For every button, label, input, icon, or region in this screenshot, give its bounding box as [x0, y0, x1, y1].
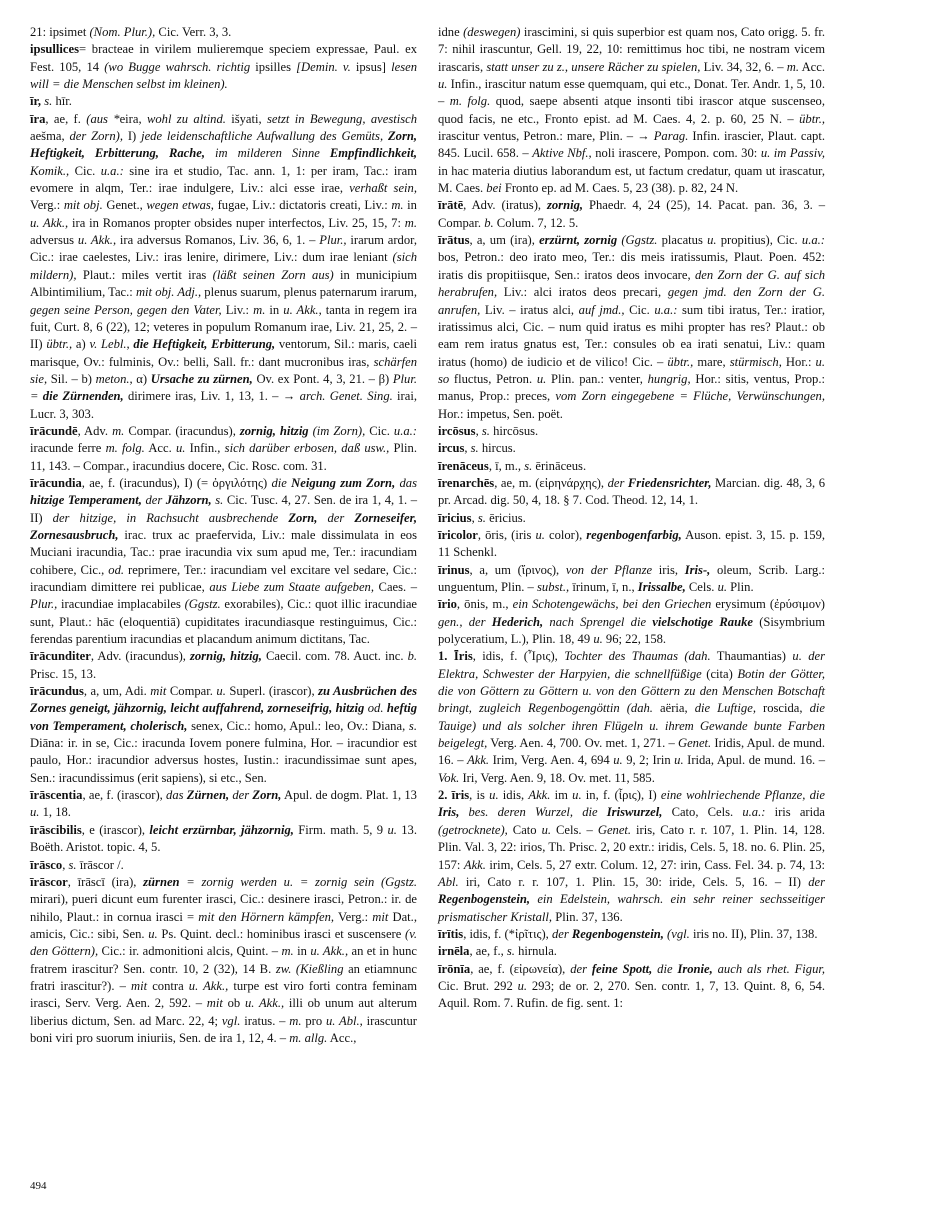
- dictionary-entry: ircus, s. hircus.: [438, 441, 516, 456]
- dictionary-entry: īr, s. hīr.: [30, 94, 72, 109]
- dictionary-entry: īrācundus, a, um, Adi. mit Compar. u. Superl. (irascor), zu Ausbrüchen des Zornes geneigt, jähzornig, leicht auffahrend, zorneseifrig, hitzig od. heftig von Temperament, cholerisch, senex, Cic.: homo, Apul.: leo, Ov.: Diana, s. Diāna: ir. in se, Cic.: iracunda Iovem ponere fulmina, Hor. – iracundior est paulo, Hor.: iracundior adversus hostes, Iustin.: iracundissimae sunt apes, Sen.: iracundissimus (erit sapiens), si etc., Sen.: [30, 684, 418, 785]
- dictionary-entry: īrāsco, s. īrāscor /.: [30, 857, 124, 872]
- dictionary-entry: īricius, s. ēricius.: [438, 510, 526, 525]
- dictionary-entry: īrenāceus, ī, m., s. ērināceus.: [438, 458, 587, 473]
- dictionary-entry: īrenarchēs, ae, m. (εἰρηνάρχης), der Friedensrichter, Marcian. dig. 48, 3, 6 pr. Arcad. dig. 50, 4, 18. § 7. Cod. Theod. 12, 14, 1.: [438, 475, 826, 508]
- right-column: [438, 24, 825, 1013]
- dictionary-entry: īrāscor, īrāscī (ira), zürnen = zornig werden u. = zornig sein (Ggstz. mirari), pueri dicunt eum furenter irasci, Cic.: desinere irasci, Petron.: ir. de nihilo, Plaut.: in cornua irasci = mit den Hörnern kämpfen, Verg.: mit Dat., amicis, Cic.: sibi, Sen. u. Ps. Quint. decl.: hominibus irasci et suscensere (v. den Göttern), Cic.: ir. admonitioni alcis, Quint. – m. in u. Akk., an et in hunc fratrem irascitur? Sen. contr. 10, 2 (32), 14 B. zw. (Kießling an etiamnunc fratri irascitur?). – mit contra u. Akk., turpe est viro forti contra feminam irasci, Serv. Verg. Aen. 2, 592. – mit ob u. Akk., illi ob unum aut alterum liberius dictum, Sen. ad Marc. 22, 4; vgl. iratus. – m. pro u. Abl., irascuntur boni viri pro suorum iniuriis, Sen. de ira 1, 12, 4. – m. allg. Acc.,: [30, 874, 418, 1045]
- left-column: [30, 24, 417, 1047]
- dictionary-entry: īrinus, a, um (ἴρινος), von der Pflanze iris, Iris-, oleum, Scrib. Larg.: unguentum, Plin. – subst., īrinum, ī, n., Irissalbe, Cels. u. Plin.: [438, 562, 825, 594]
- dictionary-entry: īricolor, ōris, (iris u. color), regenbogenfarbig, Auson. epist. 3, 15. p. 159, 11 Schenkl.: [438, 527, 826, 560]
- dictionary-entry: īrātus, a, um (ira), erzürnt, zornig (Ggstz. placatus u. propitius), Cic. u.a.: bos, Petron.: deo irato meo, Ter.: dis meis iratissumis, Plaut. Poen. 452: iratis dis propitiisque, Sen.: iratos deos invocare, den Zorn der G. auf sich herabrufen, Liv.: alci iratos deos precari, gegen jmd. den Zorn der G. anrufen, Liv. – iratus alci, auf jmd., Cic. u.a.: sum tibi iratus, Ter.: iratior, iratissimus alci, Cic. – num quid iratus es mihi propter has res? Plaut.: ob eam rem iratus gnatus est, Ter.: consules ob ea irati senatui, Liv.: quam iratus (homo) de iudicio et de vilico! Cic. – übtr., mare, stürmisch, Hor.: u. so fluctus, Petron. u. Plin. pan.: venter, hungrig, Hor.: sitis, ventus, Prop.: manus, Prop.: preces, vom Zorn eingegebene = Flüche, Verwünschungen, Hor.: impetus, Sen. poët.: [438, 233, 825, 421]
- dictionary-entry: 1. Īris, idis, f. (Ἶρις), Tochter des Thaumas (dah. Thaumantias) u. der Elektra, Schwester der Harpyien, die schnellfüßige (cita) Botin der Götter, die von Göttern zu Göttern u. von den Göttern zu den Menschen Botschaft bringt, zugleich Regenbogengöttin (dah. aëria, die Luftige, roscida, die Tauige) und als solcher ihren Flügeln u. ihrem Gewande bunte Farben beigelegt, Verg. Aen. 4, 700. Ov. met. 1, 271. – Genet. Iridis, Apul. de mund. 16. – Akk. Irim, Verg. Aen. 4, 694 u. 9, 2; Irin u. Irida, Apul. de mund. 16. – Vok. Iri, Verg. Aen. 9, 18. Ov. met. 11, 585.: [438, 649, 826, 785]
- dictionary-entry: īrāscibilis, e (irascor), leicht erzürnbar, jähzornig, Firm. math. 5, 9 u. 13. Boëth. Aristot. topic. 4, 5.: [30, 822, 417, 855]
- dictionary-entry: īrācundia, ae, f. (iracundus), I) (= ὀργιλότης) die Neigung zum Zorn, das hitzige Temperament, der Jähzorn, s. Cic. Tusc. 4, 27. Sen. de ira 1, 4, 1. – II) der hitzige, in Rachsucht ausbrechende Zorn, der Zorneseifer, Zornesausbruch, irac. trux ac praefervida, Liv.: male dissimulata in eos Muciani iracundia, Tac.: prae iracundia vix sum apud me, Ter.: iracundiam cohibere, Cic., od. reprimere, Ter.: iracundiam vel excitare vel sedare, Cic.: iracundiam dimittere rei publicae, aus Liebe zum Staate aufgeben, Caes. – Plur., iracundiae implacabiles (Ggstz. exorabiles), Cic.: quot illic iracundiae sunt, Plaut.: hāc (eloquentiā) cupiditates iracundiasque restinguimus, Cic.: ferendas parentium iracundias et placandum animum dictitans, Tac.: [30, 475, 418, 647]
- dictionary-entry: īrācundē, Adv. m. Compar. (iracundus), zornig, hitzig (im Zorn), Cic. u.a.: iracunde ferre m. folg. Acc. u. Infin., sich darüber erbosen, daß usw., Plin. 11, 143. – Compar., iracundius docere, Cic. Rosc. com. 31.: [30, 423, 417, 473]
- dictionary-entry: īrōnīa, ae, f. (εἰρωνεία), der feine Spott, die Ironie, auch als rhet. Figur, Cic. Brut. 292 u. 293; de or. 2, 270. Sen. contr. 1, 7, 13. Quint. 8, 6, 54. Aquil. Rom. 7. Rufin. de fig. sent. 1:: [438, 961, 826, 1011]
- dictionary-entry: īrācunditer, Adv. (iracundus), zornig, hitzig, Caecil. com. 78. Auct. inc. b. Prisc. 15, 13.: [30, 649, 418, 681]
- dictionary-entry: 21: ipsimet (Nom. Plur.), Cic. Verr. 3, 3.: [30, 25, 232, 39]
- dictionary-entry: 2. īris, is u. idis, Akk. im u. in, f. (ἶρις), I) eine wohlriechende Pflanze, die Iris, bes. deren Wurzel, die Iriswurzel, Cato, Cels. u.a.: iris arida (getrocknete), Cato u. Cels. – Genet. iris, Cato r. r. 107, 1. Plin. 14, 128. Plin. Val. 3, 22: irios, Th. Prisc. 2, 20 extr.: iridis, Cels. 5, 18. no. 6. Plin. 25, 157: Akk. irim, Cels. 5, 27 extr. Colum. 12, 27: irin, Cass. Fel. 34. p. 74, 13: Abl. iri, Cato r. r. 107, 1. Plin. 15, 30: iride, Cels. 5, 16. – II) der Regenbogenstein, ein Edelstein, wahrsch. ein sehr reiner sechsseitiger prismatischer Kristall, Plin. 37, 136.: [438, 788, 825, 924]
- dictionary-entry: ipsullices= bracteae in virilem mulieremque speciem expressae, Paul. ex Fest. 105, 14 (wo Bugge wahrsch. richtig ipsilles [Demin. v. ipsus] lesen will = die Menschen selbst im kleinen).: [30, 42, 417, 92]
- dictionary-entry: īra, ae, f. (aus *eira, wohl zu altind. išyati, setzt in Bewegung, avestisch aešma, der Zorn), I) jede leidenschaftliche Aufwallung des Gemüts, Zorn, Heftigkeit, Erbitterung, Rache, im milderen Sinne Empfindlichkeit, Komik., Cic. u.a.: sine ira et studio, Tac. ann. 1, 1: per iram, Tac.: iram evomere in alqm, Ter.: irae indulgere, Liv.: alci esse irae, verhaßt sein, Verg.: mit obj. Genet., wegen etwas, fugae, Liv.: dictatoris creati, Liv.: m. in u. Akk., ira in Romanos propter obsides nuper interfectos, Liv. 25, 15, 7: m. adversus u. Akk., ira adversus Romanos, Liv. 36, 6, 1. – Plur., irarum ardor, Cic.: irae caelestes, Liv.: iras lenire, dirimere, Liv.: dum irae leniant (sich mildern), Plaut.: miles vertit iras (läßt seinen Zorn aus) in municipium Albintimilium, Tac.: mit obj. Adj., plenus suarum, plenus paternarum irarum, gegen seine Person, gegen den Vater, Liv.: m. in u. Akk., tanta in regem ira fuit, Curt. 8, 6 (22), 12; veteres in populum Romanum irae, Liv. 21, 25, 2. – II) übtr., a) v. Lebl., die Heftigkeit, Erbitterung, ventorum, Sil.: maris, caeli marisque, Ov.: fulminis, Ov.: belli, Sall. fr.: dant mucronibus iras, schärfen sie, Sil. – b) meton., α) Ursache zu zürnen, Ov. ex Pont. 4, 3, 21. – β) Plur. = die Zürnenden, dirimere iras, Liv. 1, 13, 1. – → arch. Genet. Sing. irai, Lucr. 3, 303.: [30, 111, 418, 421]
- dictionary-entry: irnēla, ae, f., s. hirnula.: [438, 944, 557, 959]
- dictionary-entry: ircōsus, s. hircōsus.: [438, 423, 539, 438]
- dictionary-entry: īrātē, Adv. (iratus), zornig, Phaedr. 4, 24 (25), 14. Pacat. pan. 36, 3. – Compar. b. Colum. 7, 12. 5.: [438, 198, 826, 230]
- dictionary-entry: īrio, ōnis, m., ein Schotengewächs, bei den Griechen erysimum (ἐρύσιμον) gen., der Hederich, nach Sprengel die vielschotige Rauke (Sisymbrium polyceratium, L.), Plin. 18, 49 u. 96; 22, 158.: [438, 597, 825, 647]
- dictionary-entry: idne (deswegen) irascimini, si quis superbior est quam nos, Cato origg. 5. fr. 7: nihil irascuntur, Gell. 19, 22, 10: remittimus hoc tibi, ne nostram vicem irascaris, statt unser zu z., unsere Rächer zu spielen, Liv. 34, 32, 6. – m. Acc. u. Infin., irascitur natum esse quemquam, qui etc., Donat. Ter. Andr. 1, 5, 10. – m. folg. quod, saepe absenti atque insonti tibi irascor atque suscenseo, quod facis, ne etc., Fronto epist. ad M. Caes. 4, 2. p. 60, 25 N. – übtr., irascitur ventus, Petron.: mare, Plin. – → Parag. Infin. irascier, Plaut. capt. 845. Lucil. 658. – Aktive Nbf., noli irascere, Pompon. com. 30: u. im Passiv, in hac materia diutius laborandum est, ut factum credatur, quam ut irascatur, M. Caes. bei Fronto ep. ad M. Caes. 5, 23 (38). p. 82, 24 N.: [438, 25, 825, 196]
- dictionary-entry: īrītis, idis, f. (*ἰρῖτις), der Regenbogenstein, (vgl. iris no. II), Plin. 37, 138.: [438, 926, 818, 941]
- dictionary-entry: īrāscentia, ae, f. (irascor), das Zürnen, der Zorn, Apul. de dogm. Plat. 1, 13 u. 1, 18.: [30, 788, 417, 820]
- page-number: 494: [30, 1180, 47, 1192]
